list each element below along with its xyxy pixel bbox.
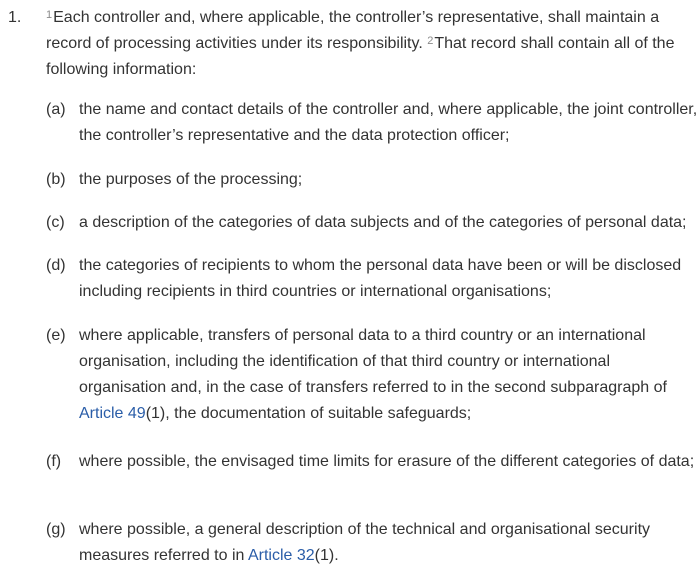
- item-text: the name and contact details of the controller and, where applicable, the joint controller, the controller’s representative and the data protection officer;: [79, 101, 698, 144]
- item-text-before: where applicable, transfers of personal data to a third country or an international organisation, including the identification of that third country or international organisation and, in the case of transfers referred to in the second subparagraph of: [79, 327, 667, 396]
- sentence-number-1: 1: [46, 9, 53, 21]
- article-32-link[interactable]: Article 32: [247, 547, 315, 564]
- item-text: [79, 517, 700, 569]
- item-text: where possible, the envisaged time limits for erasure of the different categories of data;: [79, 453, 695, 470]
- paragraph-number: 1.: [8, 9, 22, 26]
- item-label: (g): [46, 521, 66, 538]
- item-label: (c): [46, 214, 65, 231]
- item-text-after: (1), the documentation of suitable safeguards;: [145, 405, 472, 422]
- item-text-before: where possible, a general description of the technical and organisational security measures referred to in: [79, 521, 651, 564]
- item-label: (d): [46, 257, 66, 274]
- item-label: (b): [46, 171, 66, 188]
- item-label: (e): [46, 327, 66, 344]
- sentence-1: Each controller and, where applicable, the controller’s representative, shall maintain a record of processing activities under its responsibility.: [46, 9, 660, 52]
- item-text: the categories of recipients to whom the personal data have been or will be disclosed including recipients in third countries or international organisations;: [79, 257, 682, 300]
- sentence-number-2: 2: [427, 35, 434, 47]
- paragraph-text: [46, 5, 698, 83]
- item-text: a description of the categories of data subjects and of the categories of personal data;: [79, 214, 687, 231]
- item-text: [79, 323, 700, 427]
- item-text-after: (1).: [314, 547, 339, 564]
- item-text: the purposes of the processing;: [79, 171, 303, 188]
- item-label: (a): [46, 101, 66, 118]
- article-49-link[interactable]: Article 49: [79, 405, 146, 422]
- sentence-2: That record shall contain all of the following information:: [46, 35, 675, 78]
- item-label: (f): [46, 453, 62, 470]
